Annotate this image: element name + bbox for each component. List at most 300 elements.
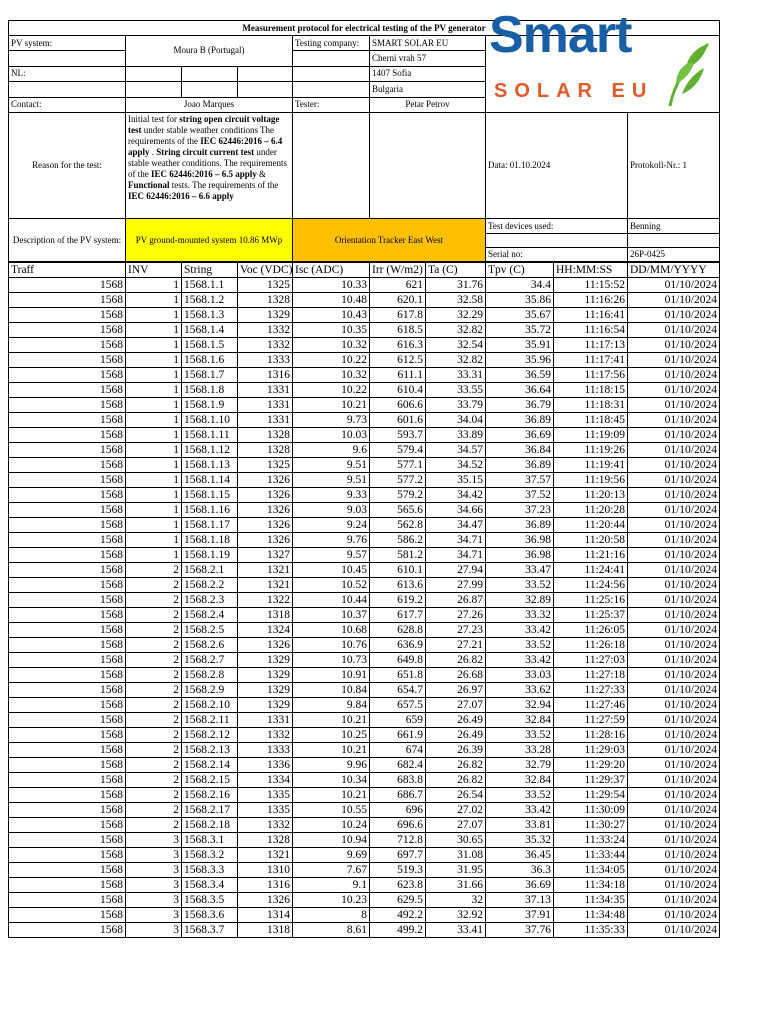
cell-date: 01/10/2024 — [628, 278, 720, 293]
cell-voc: 1326 — [238, 533, 293, 548]
cell-isc: 9.96 — [293, 758, 370, 773]
cell-string: 1568.1.3 — [182, 308, 238, 323]
cell-inv: 3 — [126, 893, 182, 908]
cell-ta: 32.29 — [426, 308, 486, 323]
cell-inv: 2 — [126, 623, 182, 638]
cell-irr: 628.8 — [370, 623, 426, 638]
cell-string: 1568.2.11 — [182, 713, 238, 728]
cell-string: 1568.2.16 — [182, 788, 238, 803]
cell-time: 11:19:56 — [554, 473, 628, 488]
cell-irr: 577.2 — [370, 473, 426, 488]
cell-voc: 1335 — [238, 803, 293, 818]
cell-ta: 26.49 — [426, 713, 486, 728]
cell-inv: 3 — [126, 833, 182, 848]
cell-voc: 1310 — [238, 863, 293, 878]
cell-isc: 9.76 — [293, 533, 370, 548]
cell-traff: 1568 — [9, 518, 126, 533]
table-row — [9, 278, 720, 293]
cell-traff: 1568 — [9, 293, 126, 308]
cell-time: 11:17:56 — [554, 368, 628, 383]
cell-tpv: 35.91 — [486, 338, 554, 353]
cell-isc: 10.94 — [293, 833, 370, 848]
reason-blank-2 — [370, 113, 486, 219]
description-label: Description of the PV system: — [9, 219, 126, 262]
cell-tpv: 33.32 — [486, 608, 554, 623]
cell-date: 01/10/2024 — [628, 848, 720, 863]
test-devices-blank — [486, 234, 628, 248]
table-row — [9, 323, 720, 338]
cell-time: 11:19:41 — [554, 458, 628, 473]
table-row — [9, 893, 720, 908]
column-header-traff: Traff — [9, 263, 126, 278]
cell-time: 11:20:58 — [554, 533, 628, 548]
cell-inv: 1 — [126, 443, 182, 458]
cell-irr: 562.8 — [370, 518, 426, 533]
cell-date: 01/10/2024 — [628, 833, 720, 848]
table-row — [9, 293, 720, 308]
cell-ta: 34.71 — [426, 548, 486, 563]
cell-isc: 10.48 — [293, 293, 370, 308]
cell-isc: 10.21 — [293, 713, 370, 728]
column-header-ta: Ta (C) — [426, 263, 486, 278]
table-row — [9, 593, 720, 608]
table-row — [9, 488, 720, 503]
cell-date: 01/10/2024 — [628, 293, 720, 308]
cell-traff: 1568 — [9, 863, 126, 878]
cell-irr: 617.7 — [370, 608, 426, 623]
cell-isc: 10.68 — [293, 623, 370, 638]
cell-time: 11:21:16 — [554, 548, 628, 563]
cell-tpv: 33.52 — [486, 728, 554, 743]
cell-isc: 9.24 — [293, 518, 370, 533]
cell-isc: 10.24 — [293, 818, 370, 833]
cell-isc: 10.84 — [293, 683, 370, 698]
cell-voc: 1328 — [238, 428, 293, 443]
cell-traff: 1568 — [9, 383, 126, 398]
cell-isc: 9.6 — [293, 443, 370, 458]
reason-text-part: tests. The requirements of the — [169, 180, 279, 190]
cell-ta: 27.26 — [426, 608, 486, 623]
cell-time: 11:16:26 — [554, 293, 628, 308]
cell-inv: 1 — [126, 428, 182, 443]
cell-traff: 1568 — [9, 488, 126, 503]
cell-inv: 1 — [126, 398, 182, 413]
cell-traff: 1568 — [9, 413, 126, 428]
cell-voc: 1328 — [238, 443, 293, 458]
table-row — [9, 623, 720, 638]
cell-ta: 33.79 — [426, 398, 486, 413]
cell-date: 01/10/2024 — [628, 563, 720, 578]
cell-inv: 2 — [126, 683, 182, 698]
cell-date: 01/10/2024 — [628, 638, 720, 653]
cell-string: 1568.2.10 — [182, 698, 238, 713]
cell-inv: 2 — [126, 728, 182, 743]
cell-time: 11:27:46 — [554, 698, 628, 713]
cell-traff: 1568 — [9, 908, 126, 923]
cell-ta: 32.82 — [426, 353, 486, 368]
cell-irr: 519.3 — [370, 863, 426, 878]
column-header-voc: Voc (VDC) — [238, 263, 293, 278]
table-row — [9, 848, 720, 863]
cell-time: 11:25:16 — [554, 593, 628, 608]
cell-irr: 610.1 — [370, 563, 426, 578]
cell-time: 11:26:05 — [554, 623, 628, 638]
table-row — [9, 443, 720, 458]
reason-text-part: Functional — [128, 180, 170, 190]
cell-date: 01/10/2024 — [628, 683, 720, 698]
date-value: Data: 01.10.2024 — [486, 113, 628, 219]
cell-voc: 1325 — [238, 278, 293, 293]
cell-ta: 31.76 — [426, 278, 486, 293]
cell-ta: 33.55 — [426, 383, 486, 398]
cell-date: 01/10/2024 — [628, 533, 720, 548]
cell-voc: 1326 — [238, 893, 293, 908]
cell-irr: 612.5 — [370, 353, 426, 368]
cell-voc: 1321 — [238, 848, 293, 863]
cell-string: 1568.2.8 — [182, 668, 238, 683]
cell-tpv: 32.89 — [486, 593, 554, 608]
cell-irr: 593.7 — [370, 428, 426, 443]
cell-time: 11:24:56 — [554, 578, 628, 593]
cell-irr: 606.6 — [370, 398, 426, 413]
cell-voc: 1321 — [238, 563, 293, 578]
cell-string: 1568.2.9 — [182, 683, 238, 698]
cell-time: 11:20:28 — [554, 503, 628, 518]
table-row — [9, 668, 720, 683]
cell-voc: 1322 — [238, 593, 293, 608]
cell-isc: 10.21 — [293, 743, 370, 758]
cell-ta: 26.82 — [426, 773, 486, 788]
cell-time: 11:30:27 — [554, 818, 628, 833]
cell-irr: 629.5 — [370, 893, 426, 908]
cell-irr: 618.5 — [370, 323, 426, 338]
cell-tpv: 35.86 — [486, 293, 554, 308]
cell-inv: 2 — [126, 653, 182, 668]
pv-system-label: PV system: — [9, 36, 126, 51]
cell-tpv: 37.13 — [486, 893, 554, 908]
cell-inv: 1 — [126, 518, 182, 533]
cell-ta: 26.54 — [426, 788, 486, 803]
contact-label: Contact: — [9, 97, 126, 112]
cell-ta: 26.68 — [426, 668, 486, 683]
cell-isc: 10.76 — [293, 638, 370, 653]
cell-inv: 2 — [126, 668, 182, 683]
cell-inv: 2 — [126, 788, 182, 803]
table-row — [9, 878, 720, 893]
cell-irr: 565.6 — [370, 503, 426, 518]
cell-isc: 9.1 — [293, 878, 370, 893]
cell-string: 1568.1.2 — [182, 293, 238, 308]
cell-tpv: 36.98 — [486, 533, 554, 548]
cell-tpv: 35.67 — [486, 308, 554, 323]
cell-string: 1568.2.5 — [182, 623, 238, 638]
cell-ta: 32 — [426, 893, 486, 908]
table-row — [9, 833, 720, 848]
cell-traff: 1568 — [9, 758, 126, 773]
cell-string: 1568.3.1 — [182, 833, 238, 848]
table-row — [9, 308, 720, 323]
cell-inv: 1 — [126, 293, 182, 308]
cell-date: 01/10/2024 — [628, 623, 720, 638]
company-info-filler — [293, 51, 370, 66]
cell-inv: 2 — [126, 698, 182, 713]
cell-time: 11:29:54 — [554, 788, 628, 803]
cell-string: 1568.2.18 — [182, 818, 238, 833]
cell-isc: 10.91 — [293, 668, 370, 683]
pv-system-label-filler — [9, 51, 126, 66]
cell-traff: 1568 — [9, 368, 126, 383]
reason-text-part: String circuit current test — [156, 147, 255, 157]
table-row — [9, 428, 720, 443]
cell-string: 1568.3.3 — [182, 863, 238, 878]
cell-tpv: 36.69 — [486, 878, 554, 893]
table-row — [9, 728, 720, 743]
cell-date: 01/10/2024 — [628, 458, 720, 473]
table-row — [9, 638, 720, 653]
cell-traff: 1568 — [9, 623, 126, 638]
cell-inv: 1 — [126, 353, 182, 368]
cell-isc: 10.03 — [293, 428, 370, 443]
test-device-value: Benning — [628, 219, 720, 234]
reason-blank-1 — [293, 113, 370, 219]
cell-time: 11:26:18 — [554, 638, 628, 653]
cell-ta: 27.02 — [426, 803, 486, 818]
nl-cell-5 — [182, 82, 238, 97]
table-row — [9, 518, 720, 533]
cell-date: 01/10/2024 — [628, 548, 720, 563]
cell-string: 1568.2.4 — [182, 608, 238, 623]
cell-tpv: 33.03 — [486, 668, 554, 683]
cell-ta: 33.89 — [426, 428, 486, 443]
column-header-tpv: Tpv (C) — [486, 263, 554, 278]
cell-time: 11:29:03 — [554, 743, 628, 758]
cell-inv: 1 — [126, 533, 182, 548]
cell-voc: 1329 — [238, 668, 293, 683]
cell-time: 11:20:13 — [554, 488, 628, 503]
cell-irr: 621 — [370, 278, 426, 293]
cell-voc: 1331 — [238, 713, 293, 728]
cell-isc: 10.25 — [293, 728, 370, 743]
cell-irr: 696 — [370, 803, 426, 818]
cell-ta: 27.07 — [426, 698, 486, 713]
cell-isc: 7.67 — [293, 863, 370, 878]
cell-traff: 1568 — [9, 323, 126, 338]
table-row — [9, 788, 720, 803]
cell-ta: 34.52 — [426, 458, 486, 473]
cell-irr: 659 — [370, 713, 426, 728]
cell-voc: 1333 — [238, 353, 293, 368]
cell-tpv: 35.72 — [486, 323, 554, 338]
cell-date: 01/10/2024 — [628, 413, 720, 428]
cell-traff: 1568 — [9, 578, 126, 593]
cell-ta: 34.47 — [426, 518, 486, 533]
cell-isc: 8.61 — [293, 923, 370, 938]
cell-voc: 1314 — [238, 908, 293, 923]
contact-value: Joao Marques — [126, 97, 293, 112]
table-row — [9, 608, 720, 623]
cell-ta: 26.39 — [426, 743, 486, 758]
cell-string: 1568.1.6 — [182, 353, 238, 368]
cell-string: 1568.1.15 — [182, 488, 238, 503]
cell-traff: 1568 — [9, 668, 126, 683]
cell-traff: 1568 — [9, 743, 126, 758]
cell-ta: 26.82 — [426, 758, 486, 773]
orientation-value: Orientation Tracker East West — [293, 219, 486, 262]
cell-tpv: 37.23 — [486, 503, 554, 518]
cell-irr: 619.2 — [370, 593, 426, 608]
cell-traff: 1568 — [9, 713, 126, 728]
cell-inv: 3 — [126, 908, 182, 923]
cell-isc: 10.34 — [293, 773, 370, 788]
cell-inv: 2 — [126, 803, 182, 818]
cell-inv: 2 — [126, 713, 182, 728]
cell-date: 01/10/2024 — [628, 308, 720, 323]
cell-date: 01/10/2024 — [628, 608, 720, 623]
cell-inv: 1 — [126, 488, 182, 503]
cell-irr: 674 — [370, 743, 426, 758]
cell-tpv: 33.62 — [486, 683, 554, 698]
cell-isc: 10.21 — [293, 398, 370, 413]
cell-string: 1568.3.2 — [182, 848, 238, 863]
cell-voc: 1328 — [238, 833, 293, 848]
cell-isc: 9.51 — [293, 473, 370, 488]
cell-tpv: 33.42 — [486, 653, 554, 668]
cell-irr: 613.6 — [370, 578, 426, 593]
cell-tpv: 32.79 — [486, 758, 554, 773]
cell-voc: 1331 — [238, 398, 293, 413]
cell-traff: 1568 — [9, 278, 126, 293]
cell-isc: 10.52 — [293, 578, 370, 593]
cell-tpv: 34.4 — [486, 278, 554, 293]
cell-inv: 1 — [126, 383, 182, 398]
cell-inv: 2 — [126, 578, 182, 593]
cell-irr: 617.8 — [370, 308, 426, 323]
cell-tpv: 36.3 — [486, 863, 554, 878]
table-row — [9, 908, 720, 923]
cell-voc: 1316 — [238, 368, 293, 383]
table-row — [9, 758, 720, 773]
company-name: SMART SOLAR EU — [370, 36, 486, 51]
cell-irr: 620.1 — [370, 293, 426, 308]
cell-time: 11:16:41 — [554, 308, 628, 323]
serial-label: Serial no: — [486, 248, 628, 262]
cell-isc: 9.51 — [293, 458, 370, 473]
cell-date: 01/10/2024 — [628, 923, 720, 938]
column-header-row — [9, 263, 720, 278]
cell-ta: 27.23 — [426, 623, 486, 638]
cell-string: 1568.1.5 — [182, 338, 238, 353]
tester-label: Tester: — [293, 97, 370, 112]
nl-cell-6 — [238, 82, 293, 97]
cell-tpv: 36.64 — [486, 383, 554, 398]
table-row — [9, 743, 720, 758]
measurement-protocol-sheet — [8, 6, 719, 938]
cell-isc: 10.55 — [293, 803, 370, 818]
cell-isc: 10.45 — [293, 563, 370, 578]
cell-traff: 1568 — [9, 833, 126, 848]
cell-time: 11:34:05 — [554, 863, 628, 878]
cell-voc: 1329 — [238, 308, 293, 323]
cell-isc: 10.32 — [293, 368, 370, 383]
table-row — [9, 818, 720, 833]
cell-ta: 27.07 — [426, 818, 486, 833]
cell-inv: 2 — [126, 773, 182, 788]
cell-tpv: 36.98 — [486, 548, 554, 563]
cell-date: 01/10/2024 — [628, 818, 720, 833]
company-street: Cherni vrah 57 — [370, 51, 486, 66]
cell-inv: 2 — [126, 758, 182, 773]
cell-isc: 9.69 — [293, 848, 370, 863]
column-header-date: DD/MM/YYYY — [628, 263, 720, 278]
cell-tpv: 33.28 — [486, 743, 554, 758]
table-row — [9, 863, 720, 878]
cell-tpv: 33.52 — [486, 638, 554, 653]
cell-date: 01/10/2024 — [628, 443, 720, 458]
table-row — [9, 383, 720, 398]
cell-time: 11:17:13 — [554, 338, 628, 353]
cell-traff: 1568 — [9, 563, 126, 578]
serial-value: 26P-0425 — [628, 248, 720, 262]
nl-cell-2 — [182, 66, 238, 81]
company-city: 1407 Sofia — [370, 66, 486, 81]
cell-date: 01/10/2024 — [628, 863, 720, 878]
cell-voc: 1333 — [238, 743, 293, 758]
measurement-table — [8, 262, 720, 938]
cell-tpv: 37.52 — [486, 488, 554, 503]
table-row — [9, 803, 720, 818]
leaf-icon — [664, 40, 712, 110]
cell-time: 11:34:48 — [554, 908, 628, 923]
cell-voc: 1326 — [238, 638, 293, 653]
cell-isc: 10.22 — [293, 353, 370, 368]
cell-traff: 1568 — [9, 533, 126, 548]
cell-voc: 1316 — [238, 878, 293, 893]
cell-date: 01/10/2024 — [628, 368, 720, 383]
table-row — [9, 653, 720, 668]
cell-isc: 10.33 — [293, 278, 370, 293]
cell-tpv: 35.96 — [486, 353, 554, 368]
cell-time: 11:27:18 — [554, 668, 628, 683]
cell-traff: 1568 — [9, 728, 126, 743]
reason-text — [126, 113, 293, 219]
cell-inv: 1 — [126, 458, 182, 473]
cell-traff: 1568 — [9, 398, 126, 413]
cell-isc: 10.22 — [293, 383, 370, 398]
cell-irr: 654.7 — [370, 683, 426, 698]
cell-tpv: 33.42 — [486, 803, 554, 818]
cell-string: 1568.2.17 — [182, 803, 238, 818]
company-info-filler-2 — [293, 66, 370, 81]
cell-time: 11:30:09 — [554, 803, 628, 818]
cell-irr: 649.8 — [370, 653, 426, 668]
cell-inv: 3 — [126, 863, 182, 878]
cell-isc: 9.33 — [293, 488, 370, 503]
cell-ta: 35.15 — [426, 473, 486, 488]
cell-string: 1568.1.16 — [182, 503, 238, 518]
cell-inv: 1 — [126, 503, 182, 518]
cell-tpv: 32.84 — [486, 713, 554, 728]
cell-voc: 1335 — [238, 788, 293, 803]
cell-time: 11:16:54 — [554, 323, 628, 338]
cell-voc: 1334 — [238, 773, 293, 788]
cell-time: 11:17:41 — [554, 353, 628, 368]
cell-isc: 8 — [293, 908, 370, 923]
cell-date: 01/10/2024 — [628, 743, 720, 758]
cell-isc: 10.37 — [293, 608, 370, 623]
cell-time: 11:33:24 — [554, 833, 628, 848]
cell-tpv: 36.89 — [486, 413, 554, 428]
cell-traff: 1568 — [9, 683, 126, 698]
